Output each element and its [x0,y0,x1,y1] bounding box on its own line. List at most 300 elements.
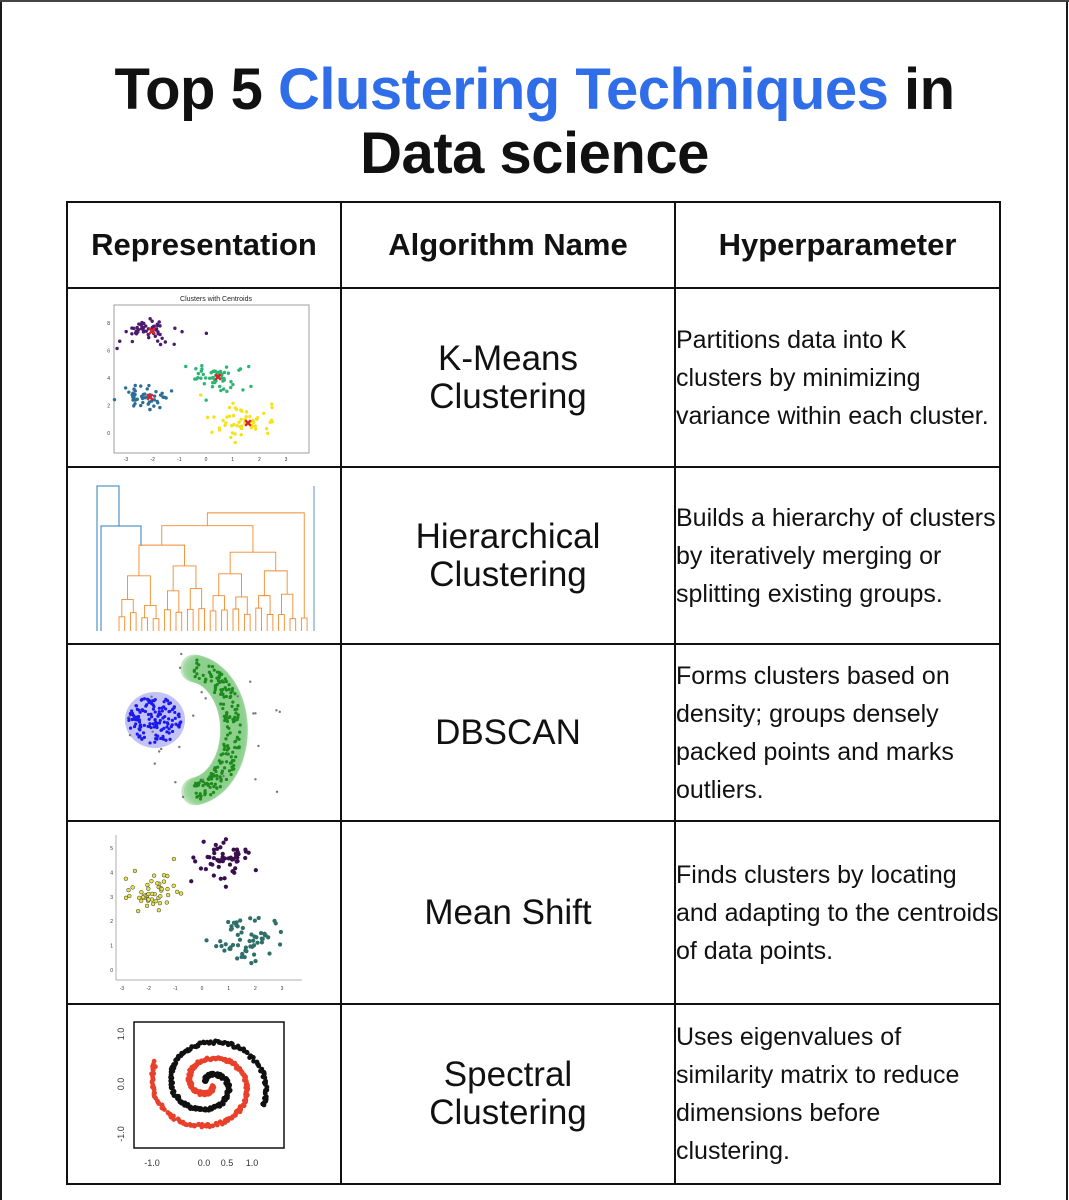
kmeans-point [184,364,187,367]
dbscan-point-blue [138,719,141,722]
dbscan-outlier [182,796,184,798]
dbscan-point-blue [171,730,174,733]
dendrogram-link-orange [139,545,185,576]
kmeans-point [205,331,208,334]
kmeans-point [231,401,234,404]
title-highlight: Clustering Techniques [277,57,889,122]
dbscan-point-green [210,679,213,682]
kmeans-point [200,367,203,370]
dbscan-point-blue [148,718,151,721]
dbscan-outlier [279,711,281,713]
mean-shift-y-tick-2: 3 [110,894,113,901]
dbscan-point-green [199,792,202,795]
dbscan-outlier [150,696,152,698]
mean-shift-point [150,879,154,883]
kmeans-algorithm-name [341,288,675,467]
dbscan-outlier [158,750,160,752]
mean-shift-y-tick-3: 2 [110,919,113,926]
dbscan-point-green [233,708,236,711]
dbscan-point-blue [154,698,157,701]
spectral-x-tick-0: -1.0 [144,1158,160,1168]
spectral-name-line2: Clustering [429,1093,587,1132]
mean-shift-point [158,894,162,898]
dbscan-point-green [228,688,231,691]
dbscan-point-blue [149,726,152,729]
kmeans-point [211,385,214,388]
dbscan-outlier [202,779,204,781]
spectral-y-tick-0: 1.0 [116,1027,126,1041]
kmeans-point [228,405,231,408]
mean-shift-point [235,957,239,961]
dendrogram-link-orange [256,608,262,631]
kmeans-centroid-marker: ✖ [147,325,157,338]
dbscan-point-blue [173,705,176,708]
dbscan-point-blue [138,728,141,731]
dbscan-outlier [257,745,259,747]
kmeans-point [208,376,211,379]
kmeans-description: Partitions data into K clusters by minimizing variance within each cluster. [675,288,1000,467]
dbscan-point-blue [171,723,174,726]
mean-shift-point [189,879,193,883]
kmeans-point [141,395,144,398]
kmeans-y-tick-2: 4 [107,375,110,382]
mean-shift-point [151,902,155,906]
mean-shift-point [141,895,145,899]
dbscan-point-green [232,759,235,762]
mean-shift-point [223,857,227,861]
kmeans-chart-title: Clusters with Centroids [180,295,252,303]
kmeans-point [271,420,274,423]
dendrogram-link-orange [207,512,304,617]
dbscan-point-green [225,778,228,781]
dbscan-point-green [229,731,232,734]
dbscan-point-green [227,683,230,686]
kmeans-point [227,371,230,374]
kmeans-scatter-plot [96,293,312,463]
mean-shift-point [212,851,216,855]
dbscan-point-green [224,686,227,689]
dbscan-point-blue [134,704,137,707]
dbscan-point-blue [168,710,171,713]
dbscan-point-green [193,670,196,673]
dbscan-point-green [233,740,236,743]
dbscan-point-blue [161,706,164,709]
kmeans-point [223,423,226,426]
dbscan-point-green [222,680,225,683]
dbscan-point-blue [145,703,148,706]
kmeans-point [172,342,175,345]
dbscan-point-green [202,674,205,677]
dbscan-point-green [216,683,219,686]
dbscan-outlier [200,691,202,693]
mean-shift-point [166,887,170,891]
dendrogram-link-orange [267,614,273,630]
dendrogram-link-orange [301,618,307,631]
dbscan-point-green [207,665,210,668]
spectral-algorithm-name [341,1004,675,1184]
kmeans-point [146,387,149,390]
kmeans-point [152,404,155,407]
dbscan-point-green [224,737,227,740]
dendrogram-link-orange [130,612,136,630]
dbscan-point-blue [171,719,174,722]
kmeans-point [180,329,183,332]
kmeans-point [225,389,228,392]
kmeans-x-tick-6: 3 [284,456,288,463]
header-algorithm-name: Algorithm Name [341,202,675,288]
mean-shift-x-tick-5: 2 [253,986,257,992]
kmeans-point [200,363,203,366]
header-hyperparameter: Hyperparameter [675,202,1000,288]
kmeans-point [254,424,257,427]
dbscan-point-green [225,752,228,755]
mean-shift-point [166,893,170,897]
dbscan-point-green [198,781,201,784]
mean-shift-point [191,856,195,860]
dbscan-point-green [221,761,224,764]
mean-shift-point [224,837,228,841]
dbscan-point-green [209,776,212,779]
kmeans-point [131,339,134,342]
kmeans-point [159,342,162,345]
frame-top-border [0,0,1069,2]
kmeans-y-tick-4: 0 [107,430,110,437]
mean-shift-point [257,916,261,920]
dbscan-point-green [213,768,216,771]
kmeans-point [241,388,244,391]
spectral-y-tick-1: 0.0 [116,1077,126,1091]
spectral-point-black [263,1090,268,1095]
table-row-kmeans [67,288,1000,467]
dendrogram-link-blue [97,486,119,631]
table-row-dbscan [67,644,1000,821]
kmeans-point [206,415,209,418]
mean-shift-point [152,874,156,878]
dbscan-outlier [275,709,277,711]
dbscan-scatter-plot [119,650,289,815]
mean-shift-point [162,880,166,884]
mean-shift-point [231,869,235,873]
kmeans-point [245,410,248,413]
mean-shift-point [236,933,240,937]
dbscan-outlier [160,748,162,750]
kmeans-point [266,431,269,434]
mean-shift-name-line1: Mean Shift [424,892,592,932]
dendrogram-link-orange [259,595,270,614]
kmeans-y-tick-0: 8 [107,320,110,327]
dendrogram-link-orange [281,594,292,618]
dendrogram-link-orange [176,612,182,631]
mean-shift-point [248,916,252,920]
dbscan-point-blue [142,731,145,734]
dbscan-point-blue [129,727,132,730]
dendrogram-link-orange [173,565,196,590]
dbscan-point-blue [167,702,170,705]
dendrogram-link-orange [233,608,239,630]
mean-shift-point [222,841,226,845]
dbscan-outlier [252,712,254,714]
mean-shift-x-tick-2: -1 [173,986,178,992]
dbscan-point-green [213,691,216,694]
kmeans-point [270,405,273,408]
dbscan-point-blue [147,713,150,716]
dbscan-algorithm-name [341,644,675,821]
dbscan-point-green [203,791,206,794]
mean-shift-point [224,885,228,889]
mean-shift-point [205,938,209,942]
dendrogram-link-orange [236,596,247,613]
dbscan-point-blue [163,721,166,724]
dbscan-point-blue [140,738,143,741]
mean-shift-point [139,890,143,894]
dbscan-point-blue [158,707,161,710]
kmeans-point [132,404,135,407]
dendrogram-link-orange [187,609,193,631]
dbscan-outlier [254,778,256,780]
mean-shift-point [235,923,239,927]
kmeans-point [127,390,130,393]
dendrogram-link-orange [210,610,216,630]
dbscan-point-green [215,774,218,777]
dbscan-point-green [226,720,229,723]
table-header-row [67,202,1000,288]
dbscan-point-blue [155,738,158,741]
kmeans-point [239,408,242,411]
kmeans-x-tick-1: -2 [150,456,155,463]
kmeans-point [229,435,232,438]
kmeans-point [160,391,163,394]
dbscan-point-green [226,733,229,736]
hierarchical-name-line2: Clustering [429,554,587,594]
dbscan-point-blue [174,717,177,720]
mean-shift-point [157,908,161,912]
page-title [0,58,1069,186]
mean-shift-point [236,943,240,947]
hierarchical-description: Builds a hierarchy of clusters by iteratively merging or splitting existing groups. [675,467,1000,644]
kmeans-point [130,332,133,335]
dbscan-point-green [195,792,198,795]
dbscan-point-green [222,703,225,706]
dbscan-point-green [210,675,213,678]
dbscan-point-blue [168,738,171,741]
dbscan-point-blue [174,723,177,726]
dbscan-point-green [230,705,233,708]
mean-shift-point [193,859,197,863]
kmeans-centroid-marker: ✖ [145,391,155,404]
dbscan-point-green [219,779,222,782]
mean-shift-point [227,856,231,860]
kmeans-point [223,370,226,373]
dbscan-point-green [210,782,213,785]
dendrogram-link-orange [264,570,287,595]
header-representation: Representation [67,202,341,288]
dbscan-point-green [236,737,239,740]
mean-shift-point [278,943,282,947]
kmeans-point [240,433,243,436]
kmeans-point [247,364,250,367]
kmeans-point [170,389,173,392]
dbscan-point-blue [152,708,155,711]
spectral-point-red [176,1116,181,1121]
kmeans-x-tick-0: -3 [123,456,129,463]
dbscan-outlier [151,731,153,733]
title-prefix: Top 5 [114,57,278,122]
kmeans-point [139,384,142,387]
mean-shift-point [137,896,141,900]
mean-shift-point [179,892,183,896]
kmeans-point [197,371,200,374]
mean-shift-point [199,867,203,871]
mean-shift-point [238,938,242,942]
dbscan-point-green [231,718,234,721]
kmeans-x-tick-2: -1 [177,456,182,463]
kmeans-point [115,346,118,349]
mean-shift-point [223,876,227,880]
mean-shift-point [249,961,253,965]
kmeans-point [173,326,176,329]
dbscan-outlier [237,695,239,697]
kmeans-point [147,383,150,386]
kmeans-point [229,385,232,388]
dbscan-point-blue [137,735,140,738]
kmeans-point [203,382,206,385]
mean-shift-y-tick-0: 5 [110,846,113,852]
dbscan-point-blue [138,724,141,727]
dbscan-outlier [180,653,182,655]
dendrogram-link-orange [199,608,205,630]
mean-shift-point [146,892,150,896]
dbscan-point-green [226,747,229,750]
kmeans-y-tick-3: 2 [107,403,110,409]
kmeans-point [160,336,163,339]
dbscan-point-green [195,796,198,799]
kmeans-point [218,384,221,387]
dbscan-point-blue [131,718,134,721]
mean-shift-y-tick-4: 1 [110,943,113,950]
mean-shift-point [172,884,176,888]
dendrogram-link-orange [244,614,250,631]
dbscan-point-green [236,704,239,707]
dbscan-point-blue [173,711,176,714]
spectral-point-black [262,1103,267,1108]
dbscan-point-green [213,775,216,778]
dbscan-point-green [195,672,198,675]
mean-shift-point [215,847,219,851]
mean-shift-description: Finds clusters by locating and adapting to the centroids of data points. [675,821,1000,1004]
spectral-point-red [149,1071,154,1076]
mean-shift-point [259,931,263,935]
mean-shift-point [254,959,258,963]
dendrogram-plot [89,476,319,636]
mean-shift-point [127,894,131,898]
dbscan-point-green [229,691,232,694]
kmeans-point [202,372,205,375]
dbscan-point-green [228,696,231,699]
kmeans-point [156,332,159,335]
dbscan-point-blue [158,710,161,713]
dbscan-point-green [219,702,222,705]
mean-shift-point [165,901,169,905]
mean-shift-point [219,877,223,881]
kmeans-point [221,418,224,421]
kmeans-point [164,340,167,343]
kmeans-point [140,325,143,328]
kmeans-point [139,403,142,406]
dbscan-point-blue [136,733,139,736]
dbscan-point-blue [153,718,156,721]
mean-shift-point [244,848,248,852]
spectral-scatter-plot [104,1014,304,1174]
mean-shift-point [253,919,257,923]
kmeans-point [150,319,153,322]
dbscan-point-blue [137,709,140,712]
dendrogram-link-blue [101,526,141,631]
dbscan-point-green [209,793,212,796]
kmeans-point [199,393,202,396]
kmeans-point [156,401,159,404]
kmeans-point [113,397,116,400]
dbscan-point-green [221,752,224,755]
dbscan-point-green [238,746,241,749]
mean-shift-point [131,886,135,890]
kmeans-point [194,367,197,370]
dbscan-outlier [192,714,194,716]
dbscan-point-blue [154,710,157,713]
mean-shift-point [252,943,256,947]
dendrogram-link-orange [190,588,201,609]
kmeans-point [235,424,238,427]
mean-shift-point [175,890,179,894]
kmeans-point [232,413,235,416]
dbscan-outlier [179,667,181,669]
mean-shift-point [228,863,232,867]
dbscan-point-blue [142,709,145,712]
kmeans-point [130,326,133,329]
spectral-name-line1: Spectral [443,1055,573,1094]
mean-shift-point [150,892,154,896]
mean-shift-point [172,857,176,861]
dendrogram-link-orange [167,590,178,611]
mean-shift-point [274,921,278,925]
mean-shift-point [218,939,222,943]
kmeans-point [124,386,127,389]
dbscan-point-blue [136,716,139,719]
kmeans-point [134,331,137,334]
table-row-spectral [67,1004,1000,1184]
dbscan-outlier [154,762,156,764]
title-suffix: in [888,57,955,122]
spectral-x-tick-3: 1.0 [245,1158,259,1168]
dbscan-outlier [204,697,206,699]
dbscan-point-blue [167,717,170,720]
dbscan-point-green [231,751,234,754]
dendrogram-link-orange [119,616,125,630]
kmeans-point [222,376,225,379]
dbscan-point-blue [143,697,146,700]
dbscan-point-green [238,731,241,734]
mean-shift-x-tick-0: -3 [119,986,125,992]
kmeans-x-tick-5: 2 [257,456,261,463]
mean-shift-point [217,859,221,863]
dbscan-point-green [198,677,201,680]
dbscan-point-blue [134,722,137,725]
kmeans-point [230,423,233,426]
kmeans-point [231,382,234,385]
dbscan-point-green [220,772,223,775]
dbscan-point-blue [166,721,169,724]
dbscan-point-green [204,677,207,680]
mean-shift-point [251,939,255,943]
